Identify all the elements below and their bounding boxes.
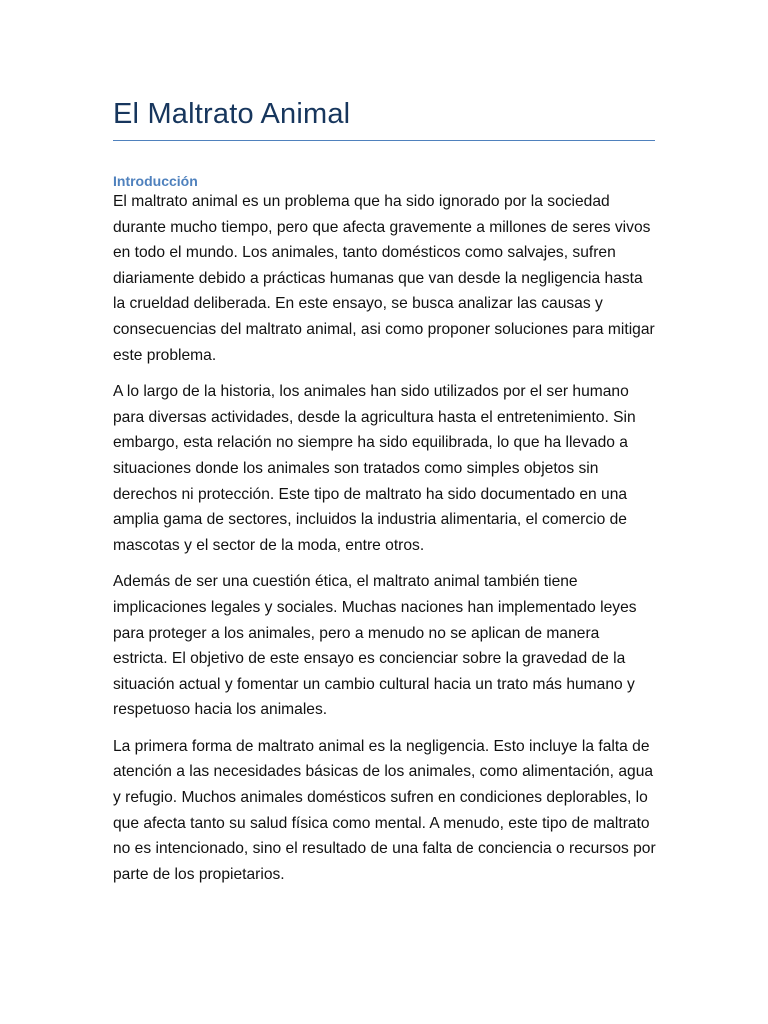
paragraph-4: La primera forma de maltrato animal es la negligencia. Esto incluye la falta de atención a las necesidades básicas de los animales, como alimentación, agua y refugio. Muchos animales domésticos sufren en condiciones deplorables, lo que afecta tanto su salud física como mental. A menudo, este tipo de maltrato no es intencionado, sino el resultado de una falta de conciencia o recursos por parte de los propietarios. (113, 737, 656, 883)
section-heading: Introducción (113, 173, 198, 189)
paragraph-3: Además de ser una cuestión ética, el maltrato animal también tiene implicaciones legales y sociales. Muchas naciones han implementado leyes para proteger a los animales, pero a menudo no se aplican de manera estricta. El objetivo de este ensayo es concienciar sobre la gravedad de la situación actual y fomentar un cambio cultural hacia un trato más humano y respetuoso hacia los animales. (113, 573, 637, 719)
paragraph-2: A lo largo de la historia, los animales han sido utilizados por el ser humano para diversas actividades, desde la agricultura hasta el entretenimiento. Sin embargo, esta relación no siempre ha sido equilibrada, lo que ha llevado a situaciones donde los animales son tratados como simples objetos sin derechos ni protección. Este tipo de maltrato ha sido documentado en una amplia gama de sectores, incluidos la industria alimentaria, el comercio de mascotas y el sector de la moda, entre otros. (113, 383, 636, 554)
document-body (113, 96, 658, 898)
title-underline-rule (113, 140, 655, 141)
paragraph-1: El maltrato animal es un problema que ha sido ignorado por la sociedad durante mucho tiempo, pero que afecta gravemente a millones de seres vivos en todo el mundo. Los animales, tanto domésticos como salvajes, sufren diariamente debido a prácticas humanas que van desde la negligencia hasta la crueldad deliberada. En este ensayo, se busca analizar las causas y consecuencias del maltrato animal, asi como proponer soluciones para mitigar este problema. (113, 193, 655, 364)
document-title: El Maltrato Animal (113, 98, 351, 130)
